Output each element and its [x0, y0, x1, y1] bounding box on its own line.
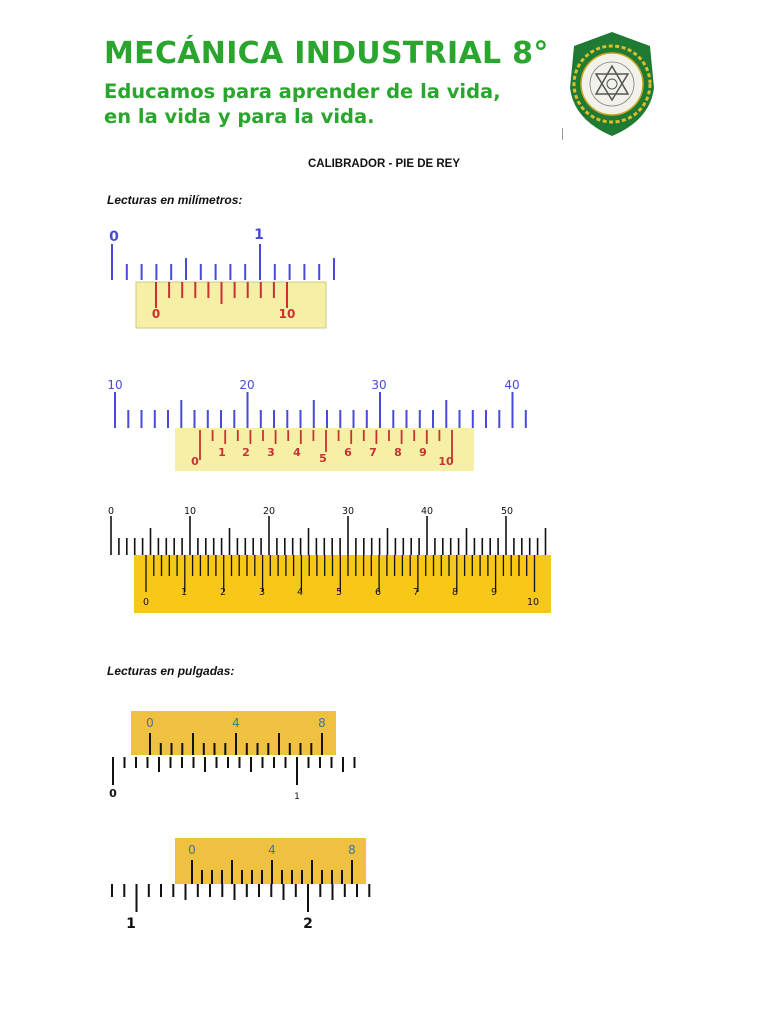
vernier-scale-label: 4	[232, 716, 240, 730]
main-scale-label: 2	[303, 916, 313, 932]
vernier-scale-label: 10	[438, 455, 454, 468]
section-label-inches: Lecturas en pulgadas:	[107, 664, 235, 678]
vernier-scale-label: 0	[151, 307, 161, 321]
vernier-scale-label: 7	[412, 587, 420, 598]
main-scale-label: 0	[109, 229, 119, 245]
main-scale-label: 40	[504, 378, 520, 392]
main-scale-label: 30	[341, 506, 355, 517]
vernier-scale-label: 4	[296, 587, 304, 598]
vernier-scale-label: 4	[293, 446, 301, 459]
main-scale-label: 1	[254, 227, 264, 243]
main-scale-label: 50	[500, 506, 514, 517]
vernier-scale-label: 0	[142, 597, 150, 608]
main-scale-label: 20	[239, 378, 255, 392]
vernier-scale-label: 0	[188, 843, 196, 857]
header-motto-line-1: Educamos para aprender de la vida,	[104, 80, 501, 103]
vernier-scale-label: 8	[318, 716, 326, 730]
main-scale-label: 30	[371, 378, 387, 392]
main-scale-label: 20	[262, 506, 276, 517]
vernier-scale-label: 6	[374, 587, 382, 598]
vernier-scale-label: 5	[335, 587, 343, 598]
vernier-scale-label: 6	[344, 446, 352, 459]
vernier-scale-label: 4	[268, 843, 276, 857]
vernier-scale-label: 0	[146, 716, 154, 730]
vernier-scale-label: 3	[258, 587, 266, 598]
main-scale-label: 10	[107, 378, 123, 392]
vernier-scale-label: 3	[267, 446, 275, 459]
main-scale-label: 1	[126, 916, 136, 932]
vernier-scale-label: 10	[278, 307, 296, 321]
vernier-scale-label: 8	[348, 843, 356, 857]
header-title: MECÁNICA INDUSTRIAL 8°	[104, 36, 549, 71]
document-title: CALIBRADOR - PIE DE REY	[307, 158, 461, 170]
vernier-scale-label: 1	[218, 446, 226, 459]
vernier-scale-label: 1	[180, 587, 188, 598]
vernier-scale-label: 7	[369, 446, 377, 459]
main-scale-label: 40	[420, 506, 434, 517]
vernier-scale-label: 8	[451, 587, 459, 598]
main-scale-label: 10	[183, 506, 197, 517]
header-motto-line-2: en la vida y para la vida.	[104, 105, 375, 128]
main-scale-label: 1	[294, 792, 300, 802]
vernier-scale-label: 2	[219, 587, 227, 598]
vernier-scale-label: 8	[394, 446, 402, 459]
section-label-millimeters: Lecturas en milímetros:	[107, 193, 243, 207]
vernier-scale-label: 2	[242, 446, 250, 459]
vernier-scale-label: 9	[490, 587, 498, 598]
vernier-scale-label: 9	[419, 446, 427, 459]
main-scale-label: 0	[107, 506, 115, 517]
vernier-scale-label: 10	[526, 597, 540, 608]
vernier-scale-label: 5	[319, 452, 327, 465]
vernier-scale-label: 0	[191, 455, 199, 468]
main-scale-label: 0	[109, 787, 117, 800]
